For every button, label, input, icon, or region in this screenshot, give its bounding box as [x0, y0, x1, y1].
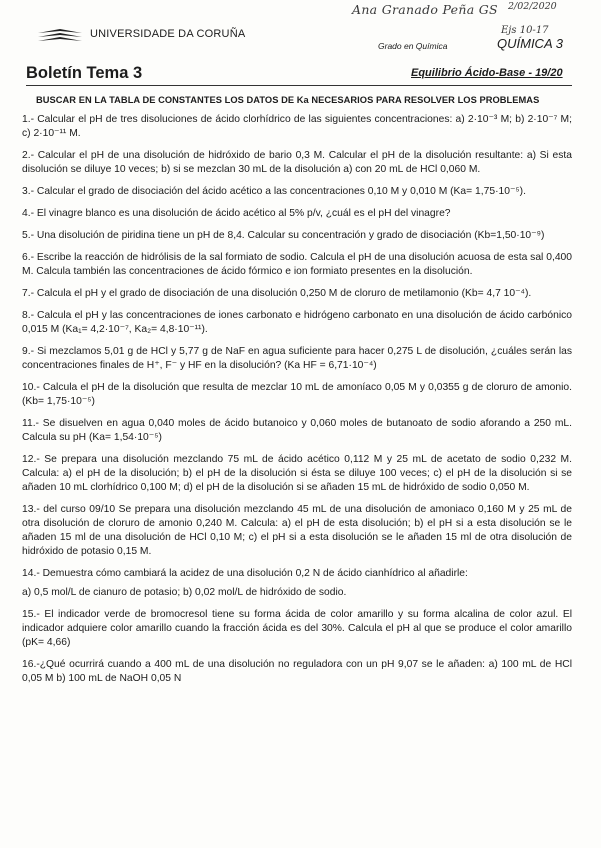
handwritten-name: Ana Granado Peña GS — [352, 2, 498, 17]
instruction-text: BUSCAR EN LA TABLA DE CONSTANTES LOS DATOS DE Ka NECESARIOS PARA RESOLVER LOS PROBLEMAS — [36, 95, 540, 105]
page-title: Boletín Tema 3 — [26, 64, 143, 82]
problem-12: 12.- Se prepara una disolución mezclando 75 mL de ácido acético 0,112 M y 25 mL de acetato de sodio 0,232 M. Calcula: a) el pH de la disolución; b) el pH de la disolución si ésta se diluye 100 veces; c) el pH de la disolución si se añaden 10 mL clorhídrico 0,100 M; d) el pH de la disolución si se añaden 15 mL de hidróxido de sodio 0,050 M. — [22, 454, 572, 493]
topic-label: Equilibrio Ácido-Base - 19/20 — [411, 67, 563, 79]
problem-4: 4.- El vinagre blanco es una disolución de ácido acético al 5% p/v, ¿cuál es el pH del vinagre? — [22, 208, 451, 219]
problem-14-options: a) 0,5 mol/L de cianuro de potasio; b) 0,02 mol/L de hidróxido de sodio. — [22, 587, 347, 598]
problem-8: 8.- Calcula el pH y las concentraciones de iones carbonato e hidrógeno carbonato en una disolución de ácido carbónico 0,015 M (Ka₁= 4,2·10⁻⁷, Ka₂= 4,8·10⁻¹¹). — [22, 310, 572, 335]
title-divider — [26, 85, 572, 86]
university-name: UNIVERSIDADE DA CORUÑA — [90, 28, 246, 40]
problem-11: 11.- Se disuelven en agua 0,040 moles de ácido butanoico y 0,060 moles de butanoato de sodio aforando a 250 mL. Calcula su pH (Ka= 1,54·10⁻⁵) — [22, 418, 572, 443]
degree-label: Grado en Química — [378, 41, 448, 51]
problem-7: 7.- Calcula el pH y el grado de disociación de una disolución 0,250 M de cloruro de metilamonio (Kb= 4,7 10⁻⁴). — [22, 288, 532, 299]
problem-15: 15.- El indicador verde de bromocresol tiene su forma ácida de color amarillo y su forma alcalina de color azul. El indicador adquiere color amarillo cuando la fracción ácida es del 30%. Calcula el pH al que se produce el color amarillo (pK= 4,66) — [22, 609, 572, 648]
problem-1: 1.- Calcular el pH de tres disoluciones de ácido clorhídrico de las siguientes concentraciones: a) 2·10⁻³ M; b) 2·10⁻⁷ M; c) 2·10⁻¹¹ M. — [22, 114, 572, 139]
university-logo-icon — [36, 28, 84, 43]
subject-label: QUÍMICA 3 — [497, 36, 563, 51]
problem-14: 14.- Demuestra cómo cambiará la acidez de una disolución 0,2 N de ácido cianhídrico al añadirle: — [22, 568, 468, 579]
handwritten-exercises: Ejs 10-17 — [501, 25, 549, 36]
problem-10: 10.- Calcula el pH de la disolución que resulta de mezclar 10 mL de amoníaco 0,05 M y 0,0355 g de cloruro de amonio. (Kb= 1,75·10⁻⁵) — [22, 382, 572, 407]
problem-6: 6.- Escribe la reacción de hidrólisis de la sal formiato de sodio. Calcula el pH de una disolución acuosa de esta sal 0,400 M. Calcula también las concentraciones de ácido fórmico e ion formiato presentes en la disolución. — [22, 252, 572, 277]
problem-16: 16.-¿Qué ocurrirá cuando a 400 mL de una disolución no reguladora con un pH 9,07 se le añaden: a) 100 mL de HCl 0,05 M b) 100 mL de NaOH 0,05 N — [22, 659, 572, 684]
problem-13: 13.- del curso 09/10 Se prepara una disolución mezclando 45 mL de una disolución de amoniaco 0,160 M y 25 mL de otra disolución de cloruro de amonio 0,240 M. Calcula: a) el pH de esta disolución; b) el pH si a esta disolución se le añaden 15 ml de una disolución de HCl 0,10 M; c) el pH si a esta disolución se le añaden 15 ml de otra disolución de hidróxido de potasio 0,15 M. — [22, 504, 572, 557]
problem-3: 3.- Calcular el grado de disociación del ácido acético a las concentraciones 0,10 M y 0,010 M (Ka= 1,75·10⁻⁵). — [22, 186, 526, 197]
handwritten-date: 2/02/2020 — [508, 1, 557, 12]
problem-9: 9.- Si mezclamos 5,01 g de HCl y 5,77 g de NaF en agua suficiente para hacer 0,275 L de disolución, ¿cuáles serán las concentraciones finales de H⁺, F⁻ y HF en la disolución? (Ka HF = 6,71·10⁻⁴) — [22, 346, 572, 371]
problem-5: 5.- Una disolución de piridina tiene un pH de 8,4. Calcular su concentración y grado de disociación (Kb=1,50·10⁻⁹) — [22, 230, 545, 241]
problem-2: 2.- Calcular el pH de una disolución de hidróxido de bario 0,3 M. Calcular el pH de la disolución resultante: a) Si esta disolución se diluye 10 veces; b) si se mezclan 30 mL de la disolución a) con 20 mL de HCl 0,060 M. — [22, 150, 572, 175]
problem-list — [22, 113, 572, 694]
